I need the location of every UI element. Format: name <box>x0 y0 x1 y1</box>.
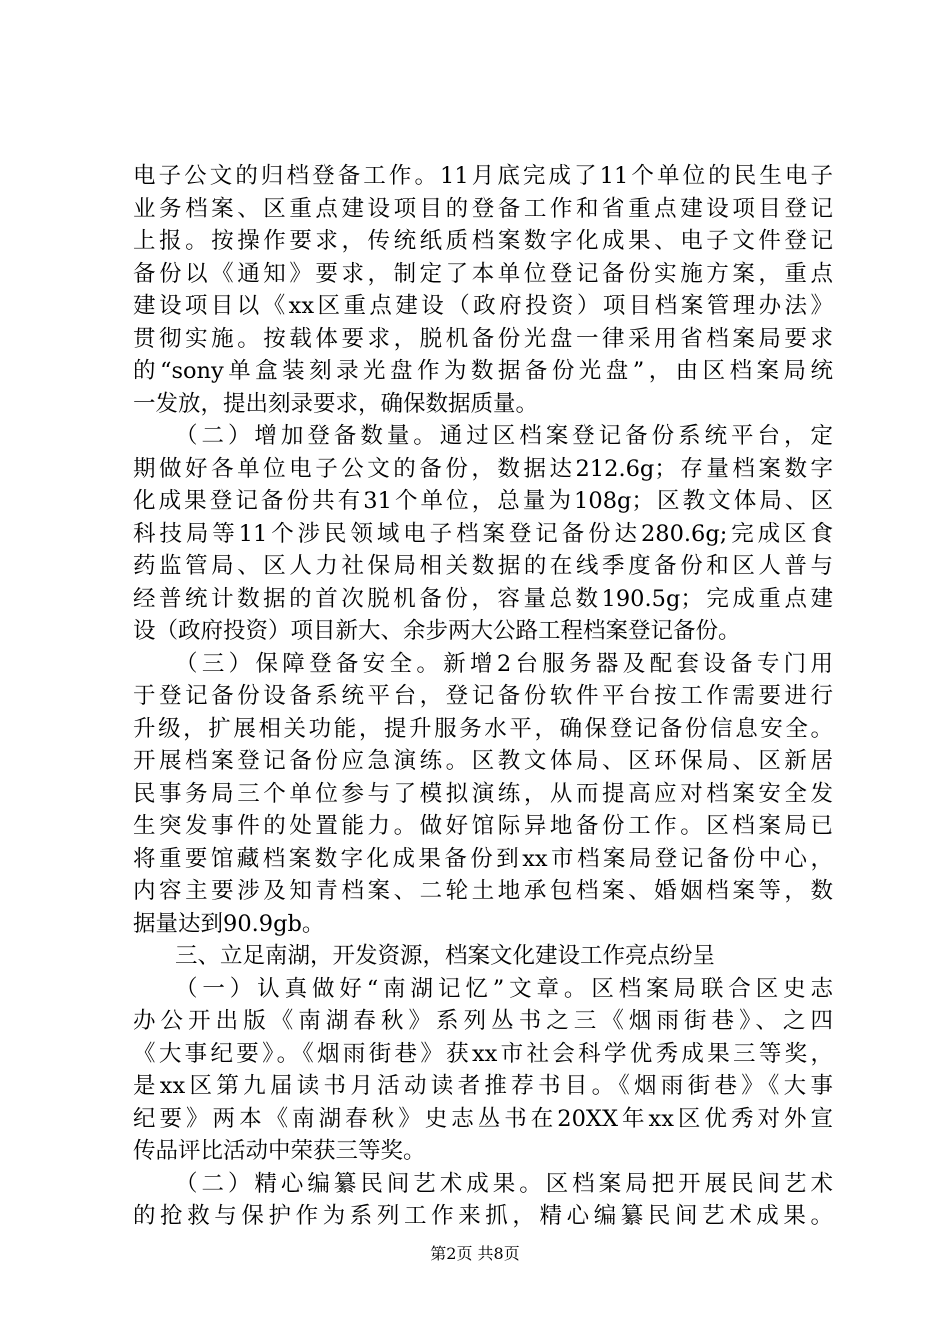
text-line: 于登记备份设备系统平台，登记备份软件平台按工作需要进行 <box>133 683 833 709</box>
text-line: 电子公文的归档登备工作。11月底完成了11个单位的民生电子 <box>133 163 833 189</box>
text-line: （二）增加登备数量。通过区档案登记备份系统平台，定 <box>175 423 833 449</box>
text-line: 设（政府投资）项目新大、余步两大公路工程档案登记备份。 <box>133 618 741 644</box>
text-line: 是xx区第九届读书月活动读者推荐书目。《烟雨街巷》《大事 <box>133 1073 833 1099</box>
text-line: 传品评比活动中荣获三等奖。 <box>133 1138 426 1164</box>
text-line: 一发放，提出刻录要求，确保数据质量。 <box>133 390 539 417</box>
text-line: 药监管局、区人力社保局相关数据的在线季度备份和区人普与 <box>133 553 833 579</box>
text-line: 化成果登记备份共有31个单位，总量为108g；区教文体局、区 <box>133 488 833 514</box>
text-line: （二）精心编纂民间艺术成果。区档案局把开展民间艺术 <box>175 1170 833 1197</box>
text-line: 经普统计数据的首次脱机备份，容量总数190.5g；完成重点建 <box>133 585 833 612</box>
text-line: （一）认真做好“南湖记忆”文章。区档案局联合区史志 <box>175 975 833 1002</box>
text-line: 升级，扩展相关功能，提升服务水平，确保登记备份信息安全。 <box>133 715 833 742</box>
text-line: 纪要》两本《南湖春秋》史志丛书在20XX年xx区优秀对外宣 <box>133 1105 833 1132</box>
text-line: 科技局等11个涉民领域电子档案登记备份达280.6g;完成区食 <box>133 520 833 547</box>
page-footer: 第2页 共8页 <box>430 1244 520 1263</box>
text-line: 业务档案、区重点建设项目的登备工作和省重点建设项目登记 <box>133 195 833 222</box>
text-line: 《大事纪要》。《烟雨街巷》获xx市社会科学优秀成果三等奖， <box>133 1040 833 1067</box>
body-text <box>133 160 833 1233</box>
text-line: 将重要馆藏档案数字化成果备份到xx市档案局登记备份中心， <box>133 845 833 872</box>
text-line: （三）保障登备安全。新增2台服务器及配套设备专门用 <box>175 650 833 677</box>
text-line: 办公开出版《南湖春秋》系列丛书之三《烟雨街巷》、之四 <box>133 1008 833 1034</box>
text-line: 开展档案登记备份应急演练。区教文体局、区环保局、区新居 <box>133 748 833 774</box>
text-line: 三、立足南湖，开发资源，档案文化建设工作亮点纷呈 <box>175 943 716 969</box>
text-line: 民事务局三个单位参与了模拟演练，从而提高应对档案安全发 <box>133 780 833 807</box>
text-line: 期做好各单位电子公文的备份，数据达212.6g；存量档案数字 <box>133 455 833 482</box>
text-line: 建设项目以《xx区重点建设（政府投资）项目档案管理办法》 <box>133 293 833 319</box>
text-line: 的抢救与保护作为系列工作来抓，精心编纂民间艺术成果。 <box>133 1203 833 1229</box>
text-line: 的“sony单盒装刻录光盘作为数据备份光盘”，由区档案局统 <box>133 358 833 384</box>
text-line: 备份以《通知》要求，制定了本单位登记备份实施方案，重点 <box>133 260 833 287</box>
text-line: 内容主要涉及知青档案、二轮土地承包档案、婚姻档案等，数 <box>133 878 833 904</box>
text-line: 生突发事件的处置能力。做好馆际异地备份工作。区档案局已 <box>133 813 833 839</box>
text-line: 贯彻实施。按载体要求，脱机备份光盘一律采用省档案局要求 <box>133 325 833 352</box>
text-line: 据量达到90.9gb。 <box>133 910 325 937</box>
text-line: 上报。按操作要求，传统纸质档案数字化成果、电子文件登记 <box>133 228 833 254</box>
